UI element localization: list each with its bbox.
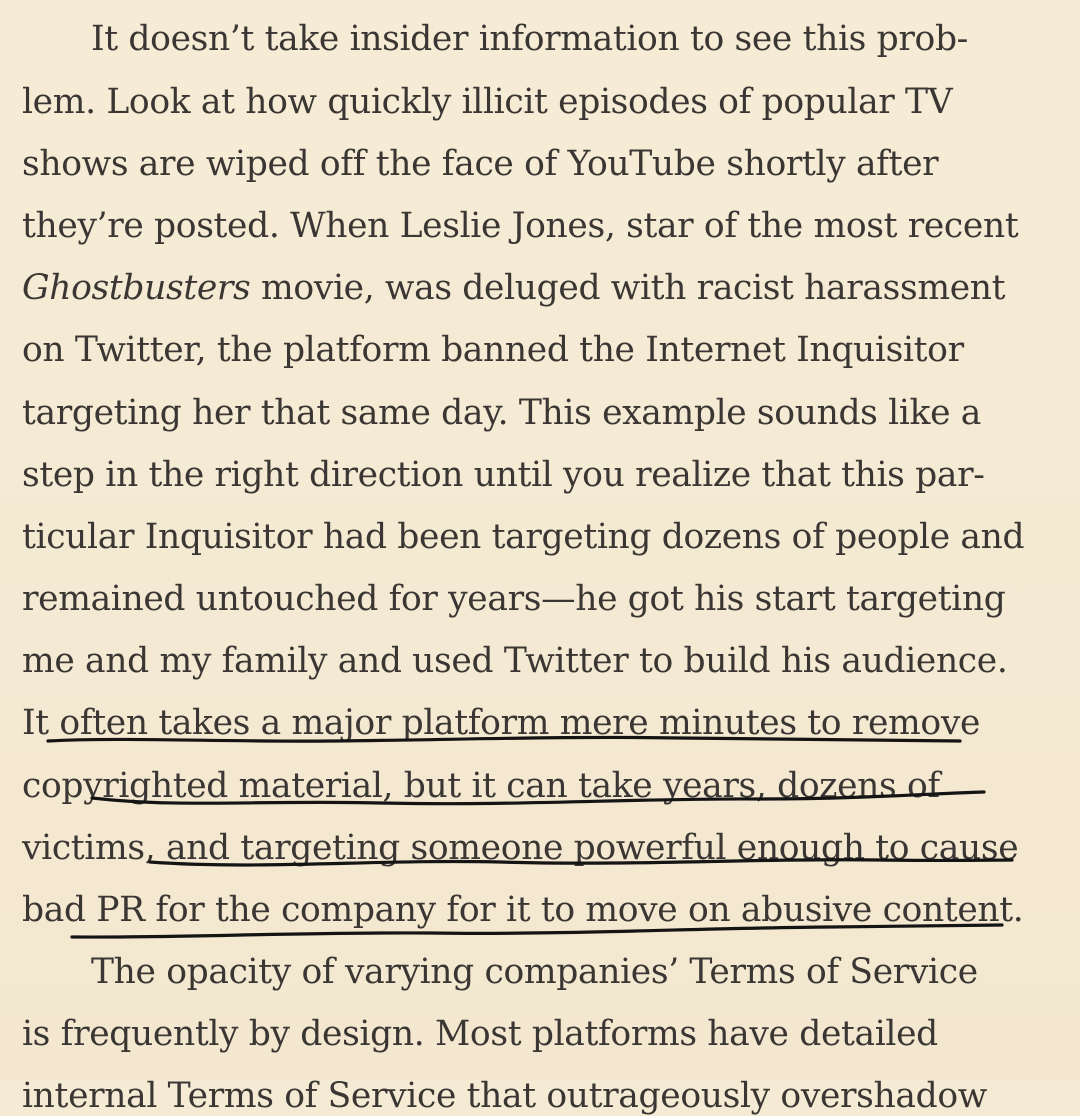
- movie-title: Ghostbusters: [22, 268, 251, 308]
- text-line-14: victims, and targeting someone powerful enough to cause: [22, 828, 1019, 868]
- text-line-5-rest: movie, was deluged with racist harassment: [250, 268, 1006, 308]
- text-line-6: on Twitter, the platform banned the Internet Inquisitor: [22, 330, 964, 370]
- text-line-2: lem. Look at how quickly illicit episodes of popular TV: [22, 82, 953, 122]
- text-line-9: ticular Inquisitor had been targeting dozens of people and: [22, 517, 1025, 557]
- text-line-7: targeting her that same day. This example sounds like a: [22, 393, 981, 433]
- text-line-3: shows are wiped off the face of YouTube shortly after: [22, 144, 939, 184]
- text-line-8: step in the right direction until you realize that this par-: [22, 455, 985, 495]
- text-line-15: bad PR for the company for it to move on abusive content.: [22, 890, 1024, 930]
- text-line-12: It often takes a major platform mere minutes to remove: [22, 703, 981, 743]
- text-line-13: copyrighted material, but it can take years, dozens of: [22, 766, 940, 806]
- text-line-10: remained untouched for years—he got his start targeting: [22, 579, 1006, 619]
- text-line-17: is frequently by design. Most platforms have detailed: [22, 1014, 938, 1054]
- text-line-4: they’re posted. When Leslie Jones, star of the most recent: [22, 206, 1019, 246]
- text-line-5: [22, 268, 1005, 308]
- text-line-18: internal Terms of Service that outrageously overshadow: [22, 1076, 987, 1116]
- text-line-1: It doesn’t take insider information to see this prob-: [91, 19, 968, 59]
- text-line-16: The opacity of varying companies’ Terms of Service: [91, 952, 978, 992]
- text-line-11: me and my family and used Twitter to build his audience.: [22, 641, 1008, 681]
